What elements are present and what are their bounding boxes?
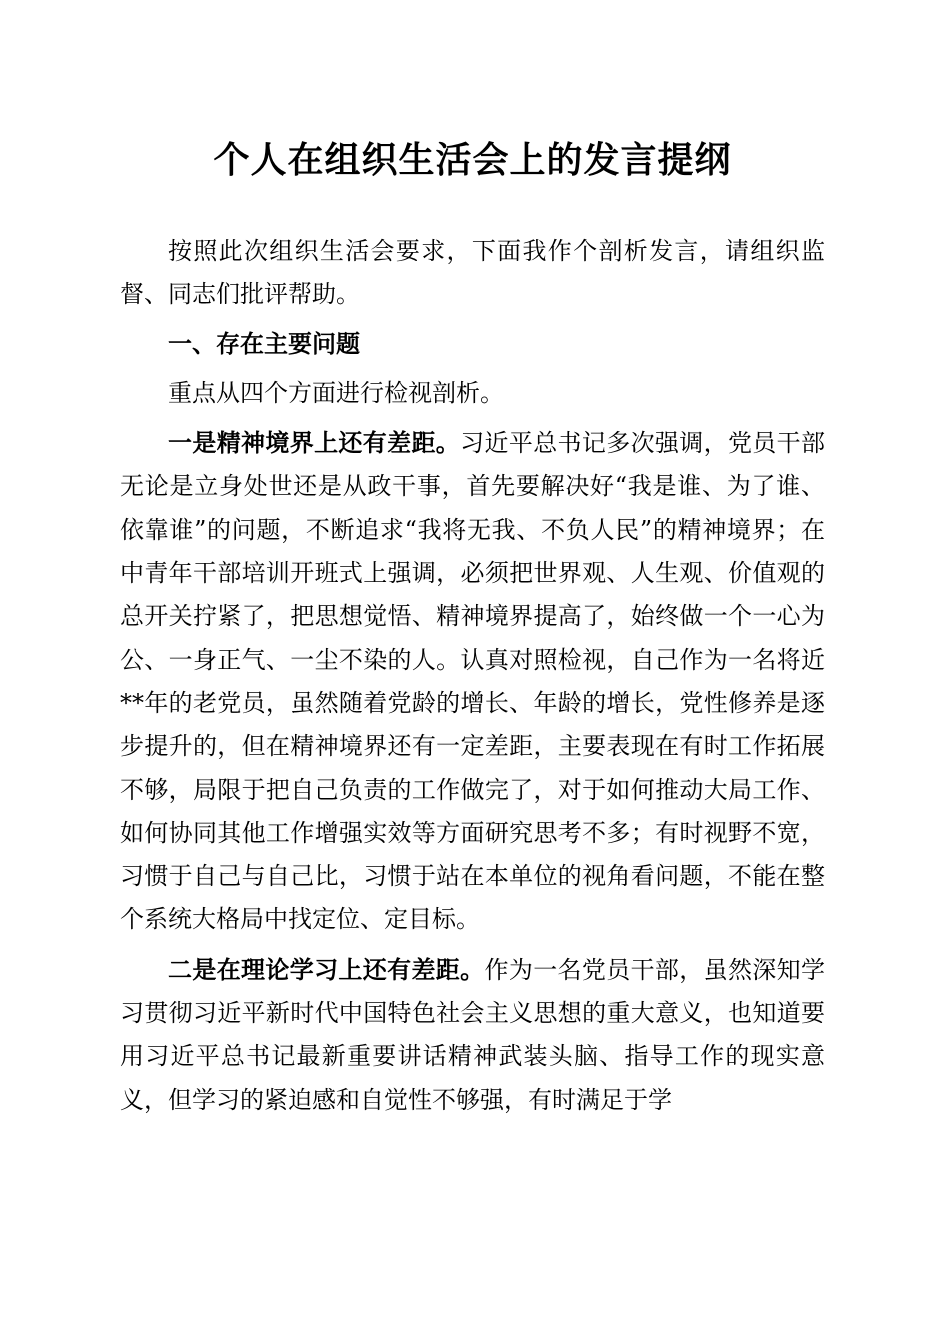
document-title: 个人在组织生活会上的发言提纲: [213, 139, 732, 181]
document-body: [120, 230, 825, 1128]
section-summary: 重点从四个方面进行检视剖析。: [168, 378, 504, 407]
point-lead-2: 二是在理论学习上还有差距。: [168, 954, 485, 984]
point-text-1: 习近平总书记多次强调，党员干部无论是立身处世还是从政干事，首先要解决好“我是谁、为了谁、依靠谁”的问题，不断追求“我将无我、不负人民”的精神境界；在中青年干部培训开班式上强调，必须把世界观、人生观、价值观的总开关拧紧了，把思想觉悟、精神境界提高了，始终做一个一心为公、一身正气、一尘不染的人。认真对照检视，自己作为一名将近**年的老党员，虽然随着党龄的增长、年龄的增长，党性修养是逐步提升的，但在精神境界还有一定差距，主要表现在有时工作拓展不够，局限于把自己负责的工作做完了，对于如何推动大局工作、如何协同其他工作增强实效等方面研究思考不多；有时视野不宽，习惯于自己与自己比，习惯于站在本单位的视角看问题，不能在整个系统大格局中找定位、定目标。: [120, 429, 826, 934]
point-paragraph-1: [120, 421, 825, 942]
intro-paragraph: 按照此次组织生活会要求，下面我作个剖析发言，请组织监督、同志们批评帮助。: [120, 237, 825, 309]
point-lead-1: 一是精神境界上还有差距。: [168, 428, 461, 458]
section-heading: 一、存在主要问题: [168, 329, 360, 358]
point-text-2: 作为一名党员干部，虽然深知学习贯彻习近平新时代中国特色社会主义思想的重大意义，也知道要用习近平总书记最新重要讲话精神武装头脑、指导工作的现实意义，但学习的紧迫感和自觉性不够强，有时满足于学: [120, 955, 825, 1114]
point-paragraph-2: [120, 948, 825, 1122]
